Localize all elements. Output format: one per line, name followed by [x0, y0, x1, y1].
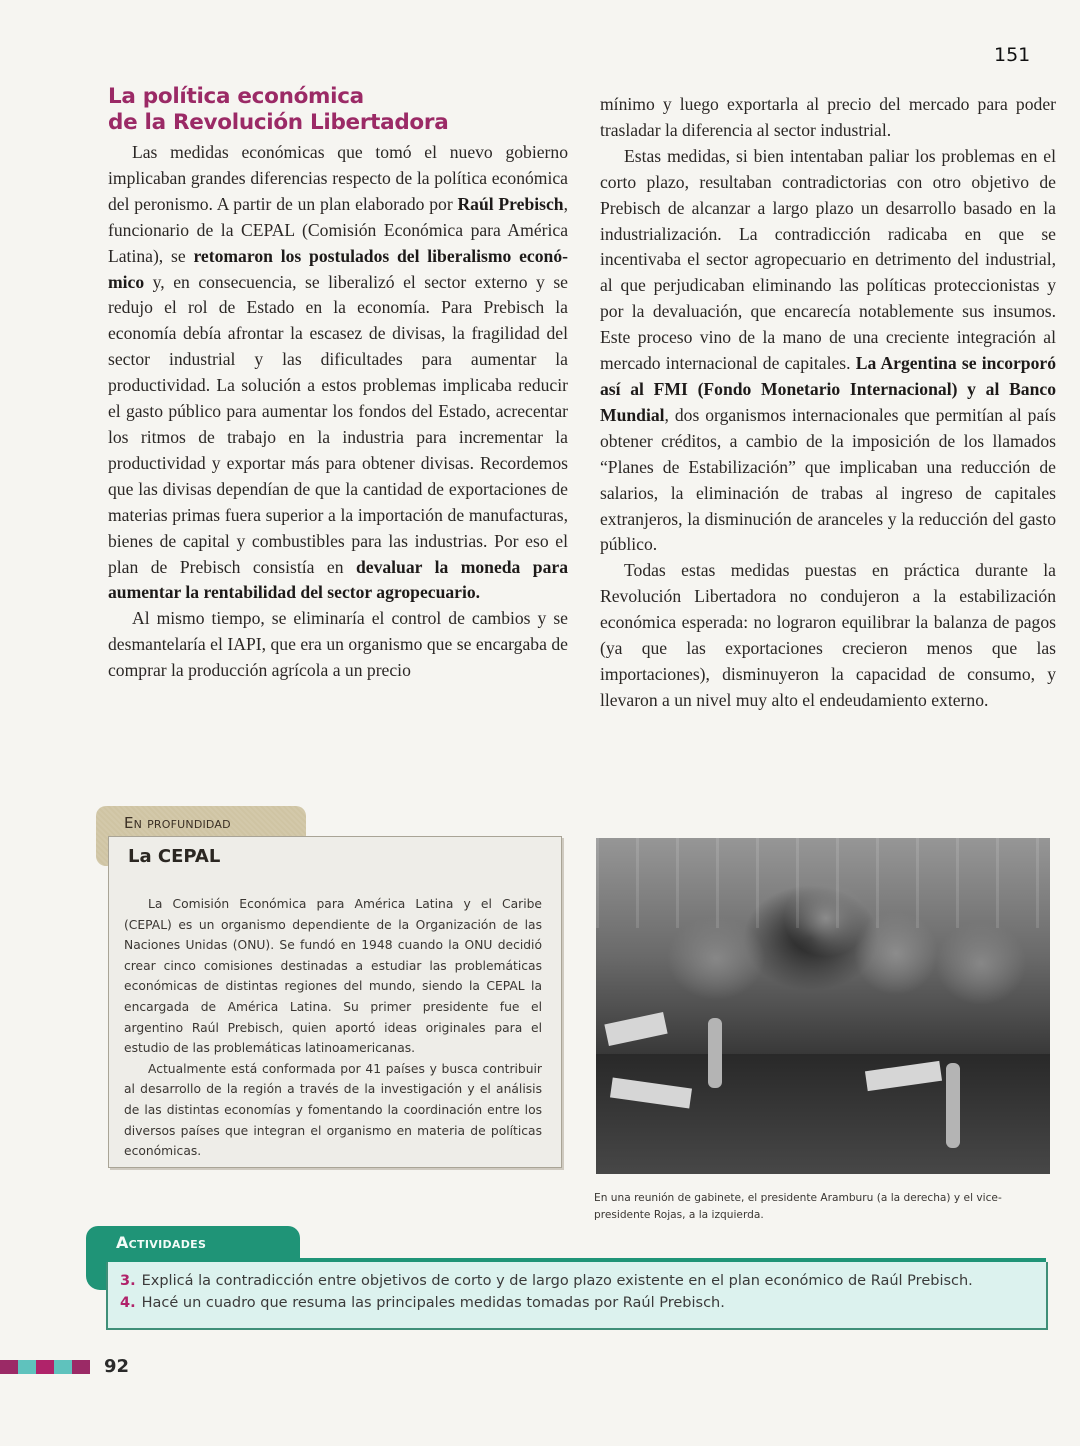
photo-table	[596, 1054, 1050, 1174]
text-run: Estas medidas, si bien intentaban paliar los problemas en el corto plazo, resultaban contradictorias con otro objetivo de Prebisch de alcanzar a largo plazo un desarrollo basado en la industrialización. La contradicción radicaba en que se incentivaba el sector agropecuario en detrimento del industrial, al que perjudicaban eliminando las políticas proteccionistas y por la devaluación, que encarecía notablemente sus insumos. Este proceso vino de la mano de una creciente integración al mercado internacional de capitales.	[600, 145, 1056, 374]
body-paragraph	[600, 92, 1056, 144]
activity-item	[120, 1270, 1040, 1292]
bold-text: devaluar la moneda para aumentar la rentabilidad del sector agropecuario.	[108, 556, 568, 603]
cabinet-meeting-photo	[596, 838, 1050, 1174]
title-line-2: de la Revolución Libertadora	[108, 110, 449, 135]
microphone-icon	[946, 1063, 960, 1148]
title-line-1: La política económica	[108, 84, 364, 109]
body-paragraph	[600, 558, 1056, 713]
activity-number: 4.	[120, 1295, 136, 1311]
footer-strip-block	[54, 1360, 72, 1374]
activities-list	[120, 1270, 1040, 1314]
photo-paper	[604, 1012, 667, 1046]
deep-dive-title: La CEPAL	[128, 846, 221, 867]
deep-dive-paragraph: La Comisión Económica para América Latina y el Caribe (CEPAL) es un organismo dependiente de la Organización de las Naciones Unidas (ONU). Se fundó en 1948 cuando la ONU decidió crear cinco comisiones destinadas a estudiar las problemáticas económicas de distintas regiones del mundo, siendo la CEPAL la encargada de América Latina. Su primer presidente fue el argentino Raúl Prebisch, quien aportó ideas originales para el estudio de las problemáticas latinoamericanas.	[124, 897, 542, 1056]
text-run: mínimo y luego exportarla al precio del mercado para poder trasladar la diferencia al sector industrial.	[600, 94, 1056, 140]
body-paragraph	[600, 144, 1056, 559]
photo-wall	[596, 838, 1050, 928]
bold-text: Raúl Prebisch	[457, 193, 564, 214]
activity-text: Hacé un cuadro que resuma las principales medidas tomadas por Raúl Prebisch.	[141, 1295, 725, 1311]
text-run: Las medidas económicas que tomó el nuevo gobierno implicaban grandes diferencias respecto de la política económica del peronismo. A partir de un plan elaborado por	[108, 142, 568, 214]
deep-dive-paragraph: Actualmente está conformada por 41 países y busca contribuir al desarrollo de la región a través de la investigación y el análisis de las distintas economías y fomentando la coordinación entre los diversos países que integran el organismo en materia de políticas económicas.	[124, 1061, 542, 1159]
text-run: y, en consecuencia, se liberalizó el sector externo y se redujo el rol de Estado en la economía. Para Prebisch la economía debía afrontar la escasez de divisas, la fragilidad del sector industrial y las dificultades para aumentar la productividad. La solución a estos problemas implicaba reducir el gasto público para aumentar los fondos del Estado, acrecentar los ritmos de trabajo en la industria para incrementar la productividad y exportar más para obtener divisas. Recordemos que las divisas dependían de que la cantidad de exportaciones de materias primas fuera superior a la importación de manufacturas, bienes de capital y combustibles para las industrias. Por eso el plan de Prebisch consistía en	[108, 271, 568, 577]
right-body	[600, 92, 1056, 714]
bold-text: La Argentina se incorporó así al FMI (Fondo Monetario Internacional) y al Banco Mundial	[600, 353, 1056, 425]
deep-dive-body	[124, 894, 542, 1162]
footer-strip-block	[72, 1360, 90, 1374]
microphone-icon	[708, 1018, 722, 1088]
left-body	[108, 140, 568, 684]
photo-caption: En una reunión de gabinete, el presidente Aramburu (a la derecha) y el vicepresidente Rojas, a la izquierda.	[594, 1192, 1002, 1221]
body-paragraph	[108, 140, 568, 606]
text-run: , dos organismos internacionales que permitían al país obtener créditos, a cambio de la imposición de los llamados “Planes de Estabilización” que implicaban una reducción de salarios, la eliminación de trabas al ingreso de capitales extranjeros, la disminución de aranceles y la reducción del gasto público.	[600, 404, 1056, 555]
body-paragraph	[108, 606, 568, 684]
page-number-top: 151	[994, 44, 1031, 66]
page-number-bottom: 92	[104, 1356, 130, 1377]
text-run: Al mismo tiempo, se eliminaría el control de cambios y se desmantelaría el IAPI, que era un organismo que se encargaba de comprar la producción agrícola a un precio	[108, 608, 568, 681]
activity-item	[120, 1292, 1040, 1314]
text-run: Todas estas medidas puestas en práctica durante la Revolución Libertadora no condujeron a la estabilización económica esperada: no lograron equilibrar la balanza de pagos (ya que las exportaciones crecieron menos que las importaciones), disminuyeron la capacidad de consumo, y llevaron a un nivel muy alto el endeudamiento externo.	[600, 560, 1056, 710]
left-column	[108, 84, 568, 684]
footer-strip-block	[36, 1360, 54, 1374]
activity-number: 3.	[120, 1273, 136, 1289]
activity-text: Explicá la contradicción entre objetivos de corto y de largo plazo existente en el plan económico de Raúl Prebisch.	[141, 1273, 973, 1289]
right-column	[600, 92, 1056, 714]
text-run: , funcionario de la CEPAL (Comisión Económica para América Latina), se	[108, 193, 569, 266]
footer-strip-block	[18, 1360, 36, 1374]
activities-tab-label: Actividades	[116, 1233, 207, 1252]
bold-text: retomaron los postulados del liberalismo económico	[108, 245, 568, 292]
footer-strip-block	[0, 1360, 18, 1374]
article-title	[108, 84, 568, 136]
deep-dive-tab-label: En profundidad	[124, 814, 231, 832]
footer-color-strip	[0, 1360, 90, 1374]
